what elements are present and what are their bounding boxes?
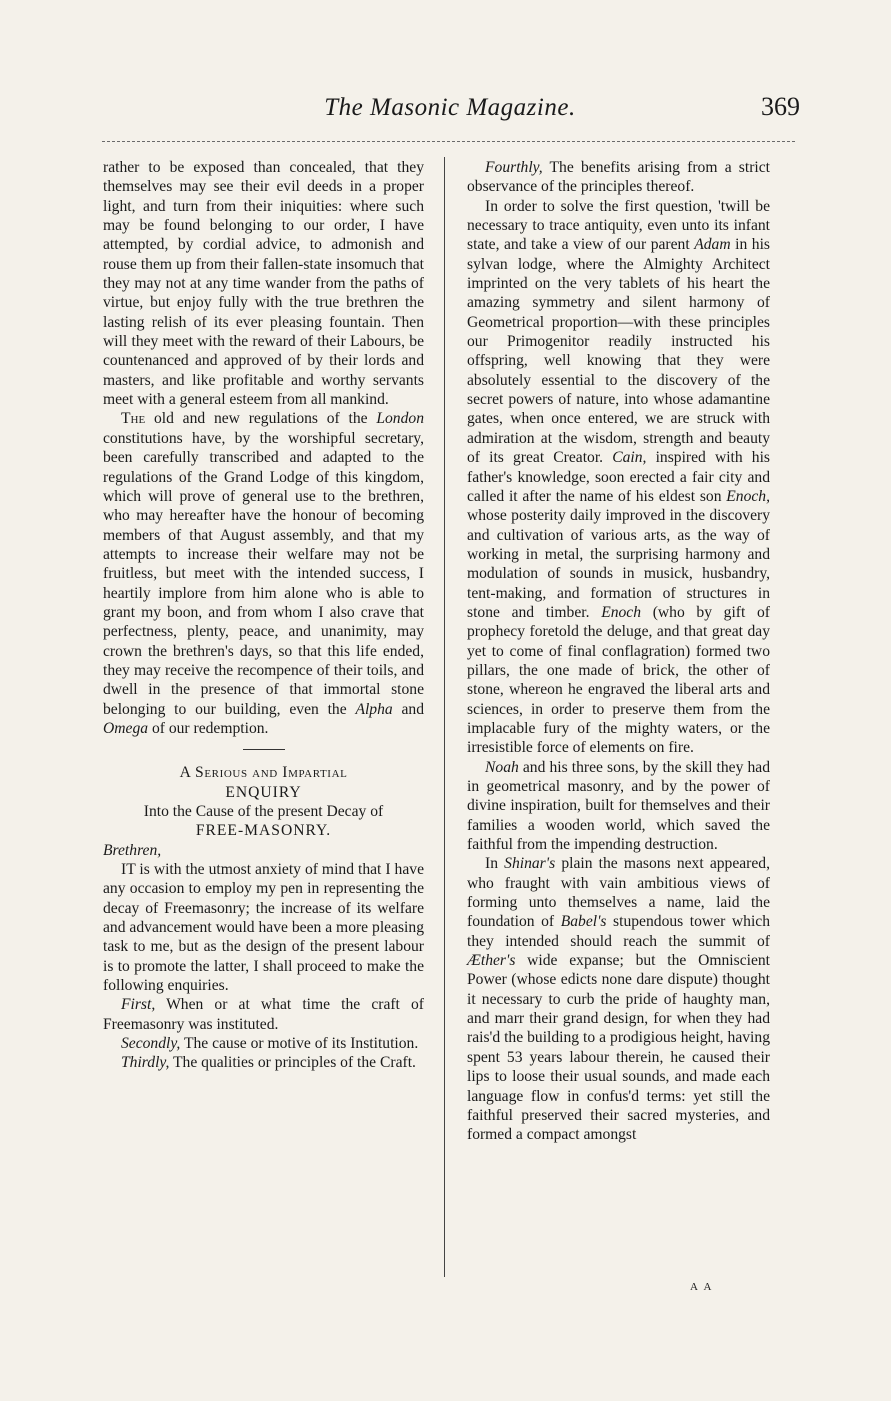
left-column <box>103 158 424 1073</box>
heading-line-1: A Serious and Impartial <box>179 764 348 782</box>
heading-line-4: FREE-MASONRY. <box>195 822 332 840</box>
text-run: and <box>392 700 424 718</box>
column-divider <box>444 157 445 1277</box>
section-rule <box>243 749 285 750</box>
heading-line-3: Into the Cause of the present Decay of <box>143 803 384 820</box>
enquiry-second <box>103 1034 424 1053</box>
enquiry-fourth <box>467 158 770 197</box>
italic-cain: Cain, <box>612 449 647 467</box>
enquiry-label: Thirdly, <box>121 1054 170 1072</box>
heading-line-2: ENQUIRY <box>225 783 302 801</box>
text-run: is with the utmost anxiety of mind that I have any occasion to employ my pen in representing the decay of Freemasonry; the increase of its welfare and advancement would have been a more pleasing task to me, but as the design of the present labour is to promote the latter, I shall proceed to make the following enquiries. <box>103 861 424 995</box>
enquiry-third <box>103 1053 424 1072</box>
text-run: (who by gift of prophecy foretold the deluge, and that great day yet to come of final conflagration) formed two pillars, the one made of brick, the other of stone, whereon he engraved the liberal arts and sciences, in order to preserve them from the implacable fury of the mighty waters, or the irresistible force of elements on fire. <box>467 603 770 757</box>
signature-mark: A A <box>690 1281 714 1293</box>
text-run: stupendous tower which they intended should reach the summit of <box>467 913 770 950</box>
header-rule <box>102 141 795 142</box>
salutation: Brethren, <box>103 841 162 859</box>
paragraph-anxiety <box>103 860 424 995</box>
enquiry-first <box>103 995 424 1034</box>
text-run: The qualities or principles of the Craft. <box>169 1054 416 1072</box>
text-run: The benefits arising from a strict observance of the principles thereof. <box>467 159 770 196</box>
text-run: and his three sons, by the skill they had in geometrical masonry, and by the power of divine inspiration, built for themselves and their families a wooden world, which saved the faithful from the impending destruction. <box>467 758 770 854</box>
text-run: constitutions have, by the worshipful secretary, been carefully transcribed and adapted to the regulations of the Grand Lodge of this kingdom, which will prove of general use to the brethren, who may hereafter have the honour of becoming members of that August assembly, and that my attempts to increase their welfare may not be fruitless, but meet with the intended success, I heartily implore from him alone who is able to grant my boon, and from whom I also crave that perfectness, plenty, peace, and unanimity, may crown the brethren's days, so that this life ended, they may receive the recompence of their toils, and dwell in the presence of that immortal stone belonging to our building, even the <box>103 429 424 718</box>
right-column <box>467 158 770 1145</box>
italic-enoch: Enoch <box>601 603 642 621</box>
italic-babel: Babel's <box>560 913 607 931</box>
italic-shinar: Shinar's <box>504 855 556 873</box>
enquiry-label: Fourthly, <box>485 159 543 176</box>
paragraph-regulations <box>103 409 424 738</box>
italic-adam: Adam <box>694 236 731 254</box>
paragraph-shinar <box>467 854 770 1144</box>
text-run: When or at what time the craft of Freemasonry was instituted. <box>103 996 424 1033</box>
small-caps-lead: The <box>121 410 146 428</box>
italic-alpha: Alpha <box>355 700 393 718</box>
paragraph-noah <box>467 758 770 855</box>
text-run: wide expanse; but the Omniscient Power (whose edicts none dare dispute) thought it necessary to curb the pride of haughty man, and marr their grand design, for when they had rais'd the building to a prodigious height, having spent 53 years labour therein, he caused their lips to loose their usual sounds, and made each language flow in confus'd terms: yet still the faithful preserved their sacred mysteries, and formed a compact amongst <box>467 952 770 1144</box>
text-run: inspired with his father's knowledge, soon erected a fair city and called it after the name of his eldest son <box>467 449 771 505</box>
text-run: In <box>485 855 505 873</box>
page-header <box>100 86 800 136</box>
italic-aether: Æther's <box>467 952 516 970</box>
italic-omega: Omega <box>103 719 149 737</box>
drop-cap: IT <box>121 861 136 879</box>
italic-enoch: Enoch, <box>726 487 770 505</box>
paragraph-conclusion: rather to be exposed than concealed, that they themselves may see their evil deeds in a proper light, and turn from their iniquities: where such may be found belonging to our order, I have attempted, by cordial advice, to admonish and rouse them up from their fallen-state insomuch that they may not at any time wander from the paths of virtue, but enjoy fully with the true brethren the lasting relish of its ever pleasing fountain. Then will they meet with the reward of their Labours, be countenanced and approved of by their lords and masters, and like profitable and worthy servants meet with a general esteem from all mankind. <box>103 159 424 409</box>
enquiry-label: First, <box>121 996 156 1014</box>
text-run: old and new regulations of the <box>145 410 377 428</box>
enquiry-label: Secondly, <box>121 1035 181 1053</box>
text-run: in his sylvan lodge, where the Almighty Architect imprinted on the very tablets of his heart the amazing symmetry and silent harmony of Geometrical proportion—with these principles our Primogenitor readily instructed his offspring, well knowing that they were absolutely essential to the discovery of the secret powers of nature, into whose adamantine gates, when once entered, we are struck with admiration at the wisdom, strength and beauty of its great Creator. <box>467 236 771 467</box>
running-title: The Masonic Magazine. <box>324 94 576 121</box>
paragraph-origins <box>467 197 770 758</box>
text-run: In order to solve the first question, 'twill be necessary to trace antiquity, even unto its infant state, and take a view of our parent <box>467 197 770 254</box>
italic-london: London <box>376 410 424 428</box>
text-run: The cause or motive of its Institution. <box>180 1035 419 1053</box>
page-number: 369 <box>761 92 800 121</box>
text-run: whose posterity daily improved in the discovery and cultivation of various arts, as the way of working in metal, the surprising harmony and modulation of sounds in musick, husbandry, tent-making, and formation of structures in stone and timber. <box>467 507 770 621</box>
text-run: plain the masons next appeared, who fraught with vain ambitious views of forming unto themselves a name, laid the foundation of <box>467 855 770 931</box>
italic-noah: Noah <box>485 758 519 776</box>
text-run: of our redemption. <box>148 719 269 737</box>
